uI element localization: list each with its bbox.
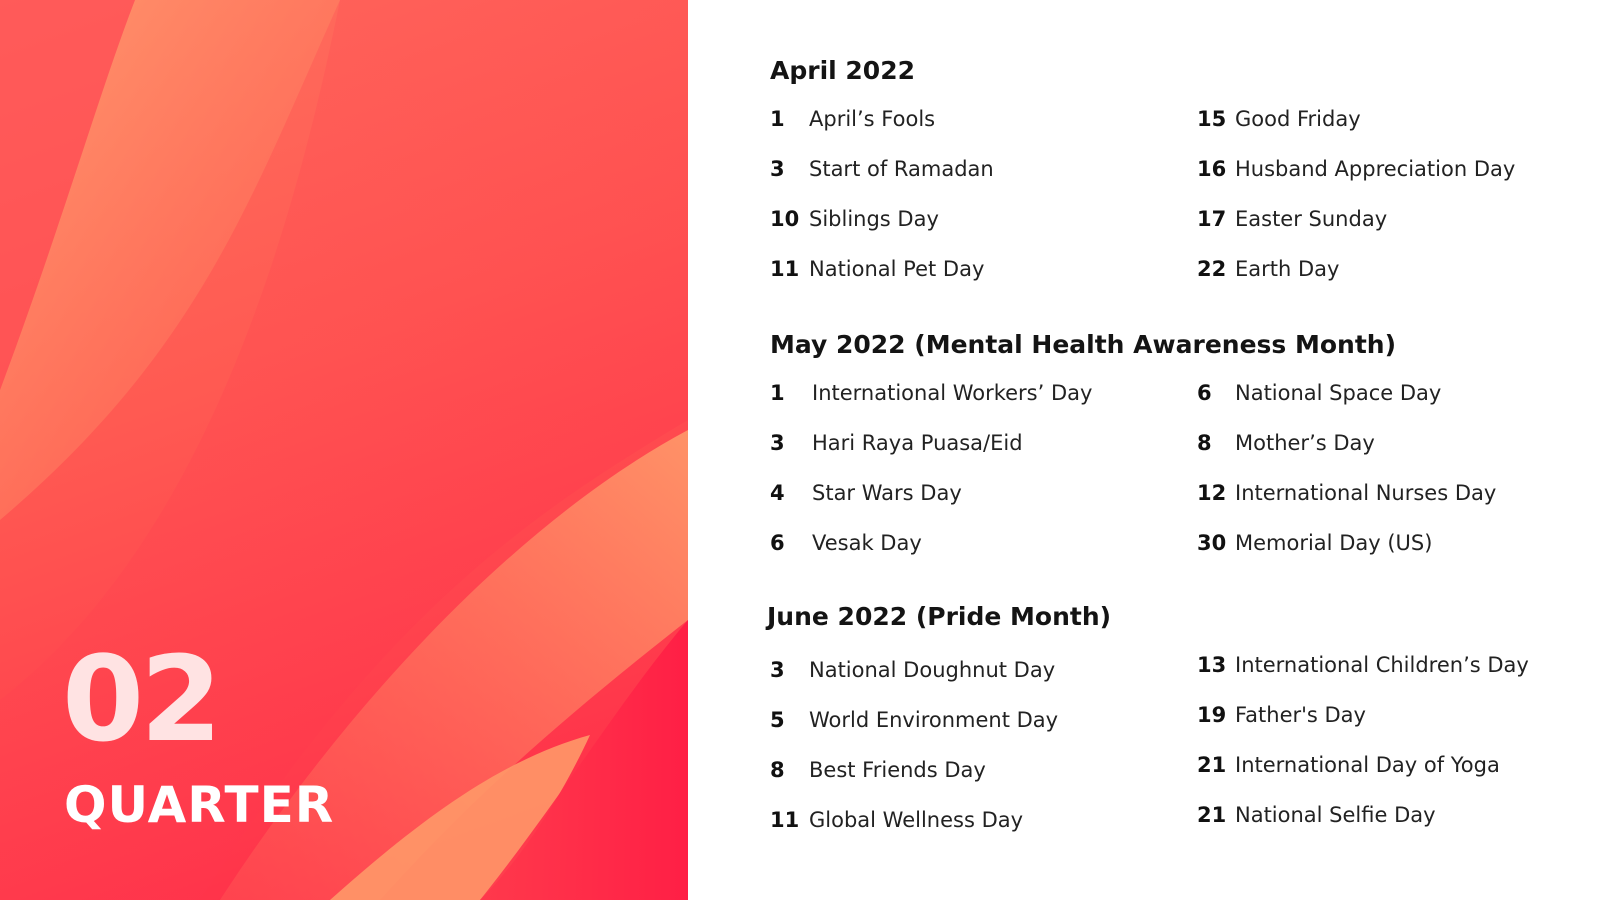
- event-name: International Children’s Day: [1235, 653, 1529, 677]
- day-number: 1: [770, 107, 785, 131]
- event-name: Mother’s Day: [1235, 431, 1375, 455]
- event-name: National Pet Day: [809, 257, 985, 281]
- day-number: 12: [1197, 481, 1227, 505]
- day-number: 5: [770, 708, 785, 732]
- event-name: Memorial Day (US): [1235, 531, 1433, 555]
- day-number: 11: [770, 257, 800, 281]
- day-number: 6: [1197, 381, 1212, 405]
- event-name: Earth Day: [1235, 257, 1340, 281]
- event-name: National Space Day: [1235, 381, 1442, 405]
- day-number: 22: [1197, 257, 1227, 281]
- quarter-number: 02: [62, 630, 219, 768]
- event-name: April’s Fools: [809, 107, 936, 131]
- event-name: Hari Raya Puasa/Eid: [812, 431, 1023, 455]
- day-number: 15: [1197, 107, 1227, 131]
- day-number: 8: [770, 758, 785, 782]
- event-name: Start of Ramadan: [809, 157, 994, 181]
- day-number: 8: [1197, 431, 1212, 455]
- event-name: Vesak Day: [812, 531, 922, 555]
- event-name: International Workers’ Day: [812, 381, 1093, 405]
- event-name: National Doughnut Day: [809, 658, 1056, 682]
- day-number: 19: [1197, 703, 1227, 727]
- month-section-june: [767, 602, 1570, 832]
- day-number: 30: [1197, 531, 1227, 555]
- month-title: May 2022 (Mental Health Awareness Month): [770, 330, 1397, 359]
- day-number: 4: [770, 481, 785, 505]
- day-number: 16: [1197, 157, 1227, 181]
- month-section-may: [770, 330, 1570, 555]
- event-name: Global Wellness Day: [809, 808, 1024, 832]
- day-number: 10: [770, 207, 800, 231]
- event-name: Easter Sunday: [1235, 207, 1388, 231]
- event-name: Best Friends Day: [809, 758, 986, 782]
- event-name: Star Wars Day: [812, 481, 962, 505]
- quarter-label: QUARTER: [64, 776, 335, 834]
- cover-panel: [0, 0, 688, 900]
- event-name: National Selfie Day: [1235, 803, 1436, 827]
- month-section-april: [770, 56, 1570, 281]
- month-title: June 2022 (Pride Month): [767, 602, 1112, 631]
- month-title: April 2022: [770, 56, 915, 85]
- day-number: 17: [1197, 207, 1227, 231]
- event-name: Good Friday: [1235, 107, 1361, 131]
- event-name: International Nurses Day: [1235, 481, 1497, 505]
- day-number: 6: [770, 531, 785, 555]
- day-number: 3: [770, 431, 785, 455]
- day-number: 21: [1197, 753, 1227, 777]
- day-number: 1: [770, 381, 785, 405]
- event-name: Father's Day: [1235, 703, 1366, 727]
- day-number: 21: [1197, 803, 1227, 827]
- holiday-calendar: [767, 0, 1570, 900]
- day-number: 13: [1197, 653, 1227, 677]
- event-name: Husband Appreciation Day: [1235, 157, 1516, 181]
- day-number: 3: [770, 658, 785, 682]
- event-name: World Environment Day: [809, 708, 1059, 732]
- day-number: 3: [770, 157, 785, 181]
- day-number: 11: [770, 808, 800, 832]
- event-name: Siblings Day: [809, 207, 939, 231]
- event-name: International Day of Yoga: [1235, 753, 1500, 777]
